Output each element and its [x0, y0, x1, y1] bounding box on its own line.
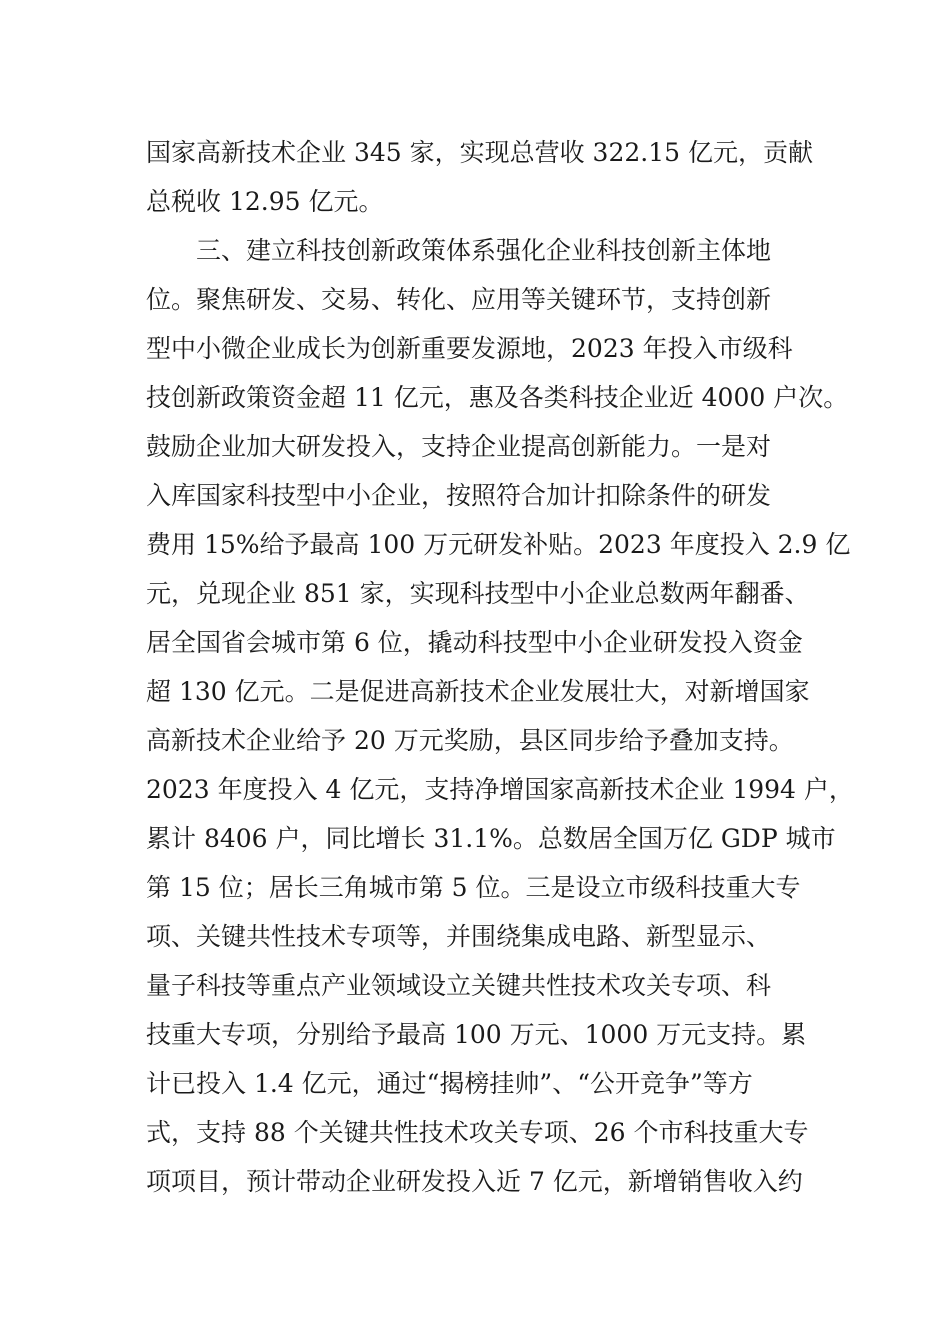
text-line: 总税收 12.95 亿元。 [146, 187, 384, 216]
text-line: 计已投入 1.4 亿元，通过“揭榜挂帅”、“公开竞争”等方 [146, 1069, 753, 1098]
text-line: 量子科技等重点产业领域设立关键共性技术攻关专项、科 [146, 971, 772, 1000]
text-line: 元，兑现企业 851 家，实现科技型中小企业总数两年翻番、 [146, 579, 810, 608]
text-line: 2023 年度投入 4 亿元，支持净增国家高新技术企业 1994 户， [146, 775, 854, 804]
text-line: 高新技术企业给予 20 万元奖励，县区同步给予叠加支持。 [146, 726, 794, 755]
text-line: 费用 15%给予最高 100 万元研发补贴。2023 年度投入 2.9 亿 [146, 530, 851, 559]
text-line: 项、关键共性技术专项等，并围绕集成电路、新型显示、 [146, 922, 772, 951]
text-line: 式，支持 88 个关键共性技术攻关专项、26 个市科技重大专 [146, 1118, 809, 1147]
text-line: 技重大专项，分别给予最高 100 万元、1000 万元支持。累 [146, 1020, 807, 1049]
body-text [146, 128, 854, 1206]
text-line: 国家高新技术企业 345 家，实现总营收 322.15 亿元，贡献 [146, 138, 813, 167]
text-line: 技创新政策资金超 11 亿元，惠及各类科技企业近 4000 户次。 [146, 383, 849, 412]
text-line: 居全国省会城市第 6 位，撬动科技型中小企业研发投入资金 [146, 628, 803, 657]
text-line: 第 15 位；居长三角城市第 5 位。三是设立市级科技重大专 [146, 873, 801, 902]
text-line: 位。聚焦研发、交易、转化、应用等关键环节，支持创新 [146, 285, 772, 314]
section-heading-line: 三、建立科技创新政策体系强化企业科技创新主体地 [196, 236, 772, 265]
text-line: 型中小微企业成长为创新重要发源地，2023 年投入市级科 [146, 334, 793, 363]
text-line: 鼓励企业加大研发投入，支持企业提高创新能力。一是对 [146, 432, 772, 461]
text-line: 超 130 亿元。二是促进高新技术企业发展壮大，对新增国家 [146, 677, 810, 706]
text-line: 入库国家科技型中小企业，按照符合加计扣除条件的研发 [146, 481, 772, 510]
text-line: 累计 8406 户，同比增长 31.1%。总数居全国万亿 GDP 城市 [146, 824, 836, 853]
text-line: 项项目，预计带动企业研发投入近 7 亿元，新增销售收入约 [146, 1167, 803, 1196]
